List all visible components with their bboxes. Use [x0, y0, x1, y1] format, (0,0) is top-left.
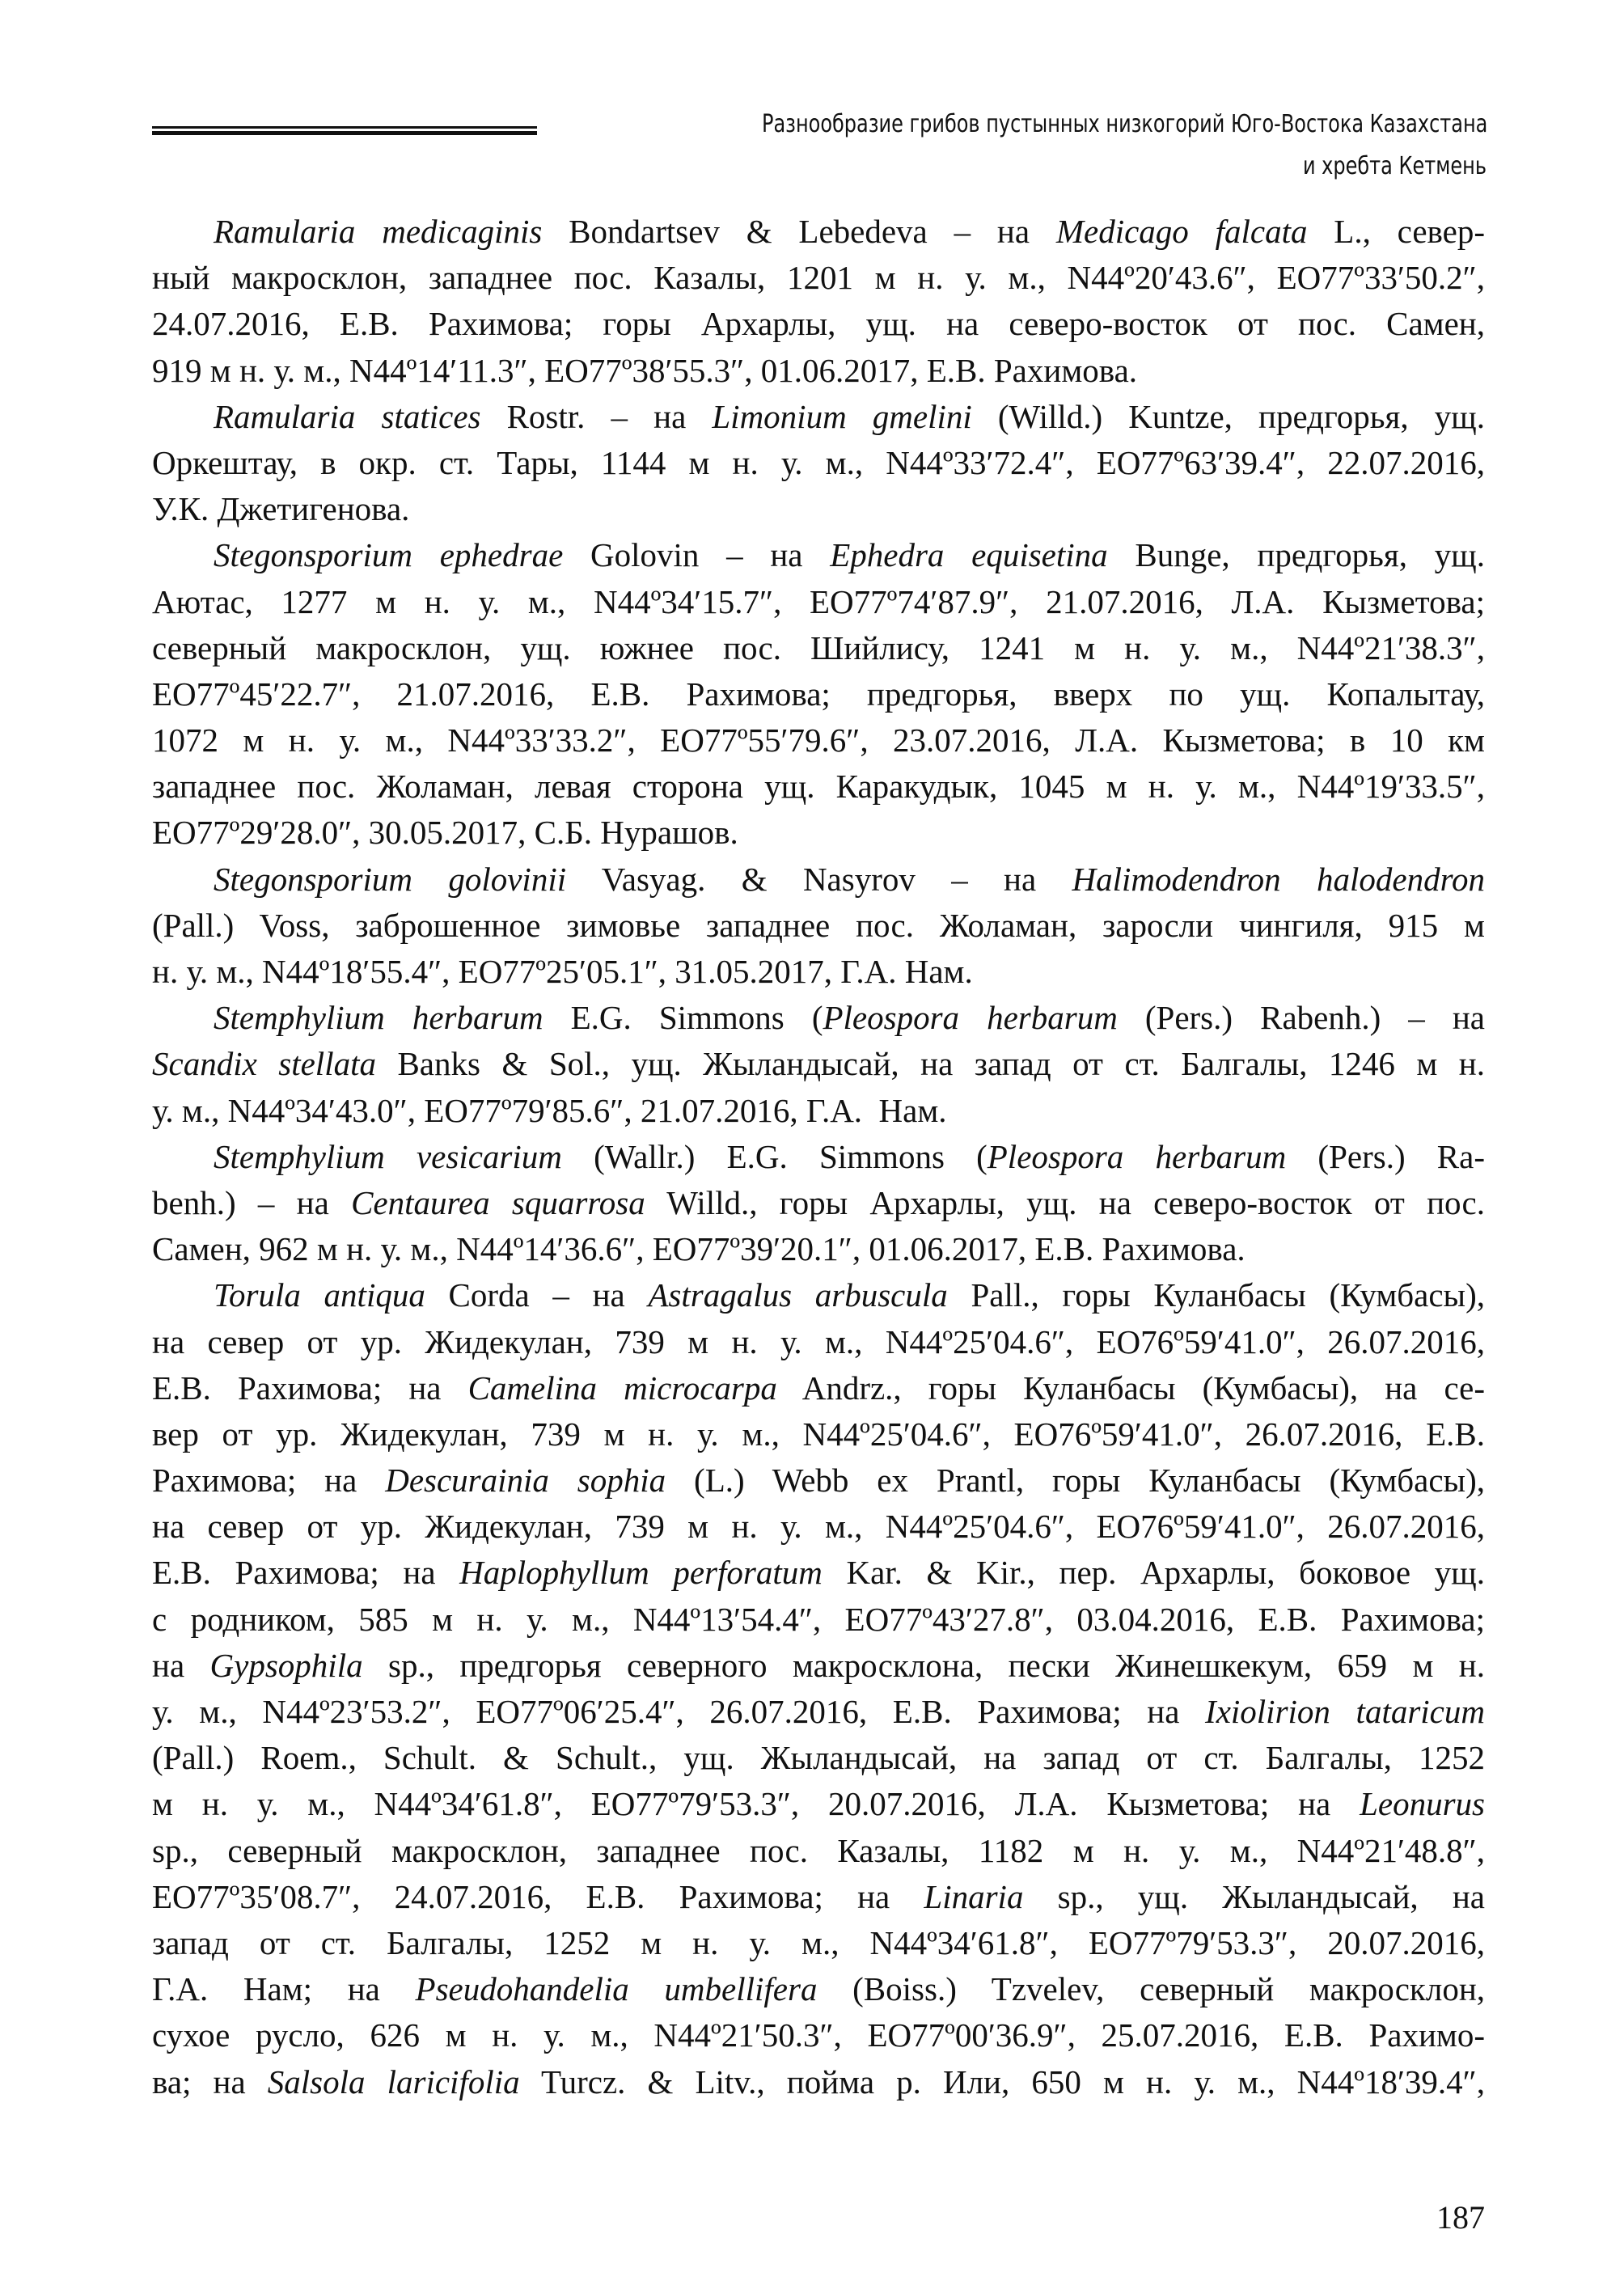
text-line — [152, 1550, 1485, 1596]
text-line — [152, 1088, 1485, 1134]
text-line — [152, 1272, 1485, 1318]
running-head — [762, 104, 1487, 188]
text-run: Andrz., горы Куланбасы (Кумбасы), на се- — [776, 1369, 1485, 1407]
text-run: Kar. & Kir., пер. Архарлы, боковое ущ. — [822, 1554, 1486, 1592]
text-run: Оркештау, в окр. ст. Тары, 1144 м н. у. м., N44º33′72.4″, EO77º63′39.4″, 22.07.2016, — [152, 443, 1485, 481]
text-line — [152, 717, 1485, 764]
text-line — [152, 486, 1485, 532]
text-run: Willd., горы Архарлы, ущ. на северо-восток от пос. — [645, 1183, 1485, 1221]
text-run: EO77º29′28.0″, 30.05.2017, С.Б. Нурашов. — [152, 814, 738, 852]
text-run: Bondartsev & Lebedeva – на — [542, 213, 1056, 250]
text-run: Corda – на — [425, 1276, 649, 1314]
italic-taxon: Centaurea squarrosa — [351, 1183, 645, 1221]
text-run: Banks & Sol., ущ. Жыландысай, на запад от ст. Балгалы, 1246 м н. — [375, 1045, 1485, 1083]
text-line — [152, 949, 1485, 995]
text-run: (Pall.) Voss, заброшенное зимовье западнее пос. Жоламан, заросли чингиля, 915 м — [152, 906, 1485, 944]
text-run: на север от ур. Жидекулан, 739 м н. у. м., N44º25′04.6″, EO76º59′41.0″, 26.07.2016, — [152, 1322, 1485, 1360]
italic-taxon: Scandix stellata — [152, 1045, 376, 1083]
text-line — [152, 1180, 1485, 1226]
text-run: (Pall.) Roem., Schult. & Schult., ущ. Жыландысай, на запад от ст. Балгалы, 1252 — [152, 1739, 1485, 1777]
text-line — [152, 1781, 1485, 1827]
text-run: sp., ущ. Жыландысай, на — [1023, 1877, 1485, 1915]
paragraph — [152, 394, 1485, 533]
text-run: (Pers.) Rabenh.) – на — [1117, 999, 1485, 1037]
text-line — [152, 532, 1485, 578]
text-run: Е.В. Рахимова; на — [152, 1369, 468, 1407]
text-run: (Pers.) Ra- — [1286, 1137, 1485, 1175]
text-run: западнее пос. Жоламан, левая сторона ущ. Каракудык, 1045 м н. у. м., N44º19′33.5″, — [152, 768, 1485, 806]
text-line — [152, 1226, 1485, 1272]
paragraph — [152, 532, 1485, 856]
text-run: вер от ур. Жидекулан, 739 м н. у. м., N44º25′04.6″, EO76º59′41.0″, 26.07.2016, Е.В. — [152, 1415, 1485, 1453]
text-run: EO77º45′22.7″, 21.07.2016, Е.В. Рахимова; предгорья, вверх по ущ. Копалытау, — [152, 675, 1485, 713]
text-line — [152, 2012, 1485, 2058]
text-run: ва; на — [152, 2062, 268, 2101]
text-run: 919 м н. у. м., N44º14′11.3″, EO77º38′55.3″, 01.06.2017, Е.В. Рахимова. — [152, 351, 1138, 389]
text-line — [152, 1457, 1485, 1504]
italic-taxon: Astragalus arbuscula — [648, 1276, 948, 1314]
text-line — [152, 1319, 1485, 1365]
text-line — [152, 1966, 1485, 2012]
italic-taxon: Ephedra equisetina — [830, 536, 1108, 574]
text-run: Rostr. – на — [480, 397, 713, 435]
text-run: на — [152, 1646, 210, 1684]
text-run: sp., северный макросклон, западнее пос. Казалы, 1182 м н. у. м., N44º21′48.8″, — [152, 1831, 1485, 1869]
text-run: Рахимова; на — [152, 1462, 386, 1500]
text-line — [152, 209, 1485, 255]
italic-taxon: Ixiolirion tataricum — [1205, 1693, 1485, 1730]
text-run: у. м., N44º23′53.2″, EO77º06′25.4″, 26.07.2016, Е.В. Рахимова; на — [152, 1693, 1206, 1730]
italic-taxon: Medicago falcata — [1055, 213, 1308, 250]
running-head-line-2: и хребта Кетмень — [1302, 152, 1487, 180]
paragraph — [152, 995, 1485, 1134]
text-line — [152, 1365, 1485, 1411]
italic-taxon: Stegonsporium golovinii — [214, 860, 567, 898]
text-run: Е.В. Рахимова; на — [152, 1554, 460, 1592]
header-rule-thin — [152, 126, 537, 129]
text-line — [152, 1411, 1485, 1457]
paragraph — [152, 209, 1485, 394]
text-run: сухое русло, 626 м н. у. м., N44º21′50.3″, EO77º00′36.9″, 25.07.2016, Е.В. Рахимо- — [152, 2016, 1485, 2054]
text-line — [152, 810, 1485, 856]
text-run: Golovin – на — [563, 536, 831, 574]
italic-taxon: Gypsophila — [209, 1646, 363, 1684]
paragraph — [152, 857, 1485, 996]
text-line — [152, 348, 1485, 394]
text-line — [152, 1828, 1485, 1874]
text-run: benh.) – на — [152, 1183, 352, 1221]
italic-taxon: Linaria — [924, 1877, 1024, 1915]
text-line — [152, 1735, 1485, 1781]
text-line — [152, 671, 1485, 717]
text-line — [152, 1689, 1485, 1735]
text-line — [152, 857, 1485, 903]
italic-taxon: Leonurus — [1360, 1785, 1485, 1823]
text-run: (Wallr.) E.G. Simmons ( — [561, 1137, 988, 1175]
text-run: с родником, 585 м н. у. м., N44º13′54.4″, EO77º43′27.8″, 03.04.2016, Е.В. Рахимова; — [152, 1600, 1486, 1638]
text-run: у. м., N44º34′43.0″, EO77º79′85.6″, 21.07.2016, Г.А. Нам. — [152, 1091, 947, 1129]
text-run: Pall., горы Куланбасы (Кумбасы), — [947, 1276, 1485, 1314]
italic-taxon: Pseudohandelia umbellifera — [415, 1970, 818, 2008]
italic-taxon: Pleospora herbarum — [823, 999, 1118, 1037]
text-run: Bunge, предгорья, ущ. — [1107, 536, 1485, 574]
text-run: Аютас, 1277 м н. у. м., N44º34′15.7″, EO77º74′87.9″, 21.07.2016, Л.А. Кызметова; — [152, 582, 1485, 620]
text-run: L., север- — [1307, 213, 1486, 250]
italic-taxon: Descurainia sophia — [385, 1462, 666, 1500]
paragraph — [152, 1272, 1485, 2105]
italic-taxon: Ramularia statices — [214, 397, 481, 435]
text-line — [152, 903, 1485, 949]
text-run: ный макросклон, западнее пос. Казалы, 1201 м н. у. м., N44º20′43.6″, EO77º33′50.2″, — [152, 259, 1485, 297]
text-line — [152, 1597, 1485, 1643]
italic-taxon: Haplophyllum perforatum — [459, 1554, 823, 1592]
italic-taxon: Stemphylium vesicarium — [214, 1137, 562, 1175]
text-line — [152, 579, 1485, 625]
text-line — [152, 1504, 1485, 1550]
header-rule-thick — [152, 131, 537, 135]
text-run: Turcz. & Litv., пойма р. Или, 650 м н. у. м., N44º18′39.4″, — [519, 2062, 1485, 2101]
text-line — [152, 625, 1485, 671]
text-line — [152, 2059, 1485, 2105]
text-run: (L.) Webb ex Prantl, горы Куланбасы (Кумбасы), — [666, 1462, 1485, 1500]
paragraph — [152, 1134, 1485, 1273]
text-run: н. у. м., N44º18′55.4″, EO77º25′05.1″, 31.05.2017, Г.А. Нам. — [152, 953, 973, 990]
text-line — [152, 301, 1485, 347]
text-line — [152, 255, 1485, 301]
text-line — [152, 394, 1485, 440]
text-line — [152, 1920, 1485, 1966]
italic-taxon: Ramularia medicaginis — [214, 213, 543, 250]
page-number: 187 — [1436, 2199, 1485, 2236]
italic-taxon: Stegonsporium ephedrae — [214, 536, 564, 574]
text-line — [152, 440, 1485, 486]
italic-taxon: Pleospora herbarum — [987, 1137, 1287, 1175]
text-line — [152, 1874, 1485, 1920]
text-run: м н. у. м., N44º34′61.8″, EO77º79′53.3″, 20.07.2016, Л.А. Кызметова; на — [152, 1785, 1360, 1823]
text-run: Г.А. Нам; на — [152, 1970, 416, 2008]
italic-taxon: Limonium gmelini — [712, 397, 972, 435]
text-run: У.К. Джетигенова. — [152, 490, 410, 528]
text-run: запад от ст. Балгалы, 1252 м н. у. м., N44º34′61.8″, EO77º79′53.3″, 20.07.2016, — [152, 1923, 1485, 1961]
text-run: 24.07.2016, Е.В. Рахимова; горы Архарлы, ущ. на северо-восток от пос. Самен, — [152, 305, 1485, 343]
italic-taxon: Camelina microcarpa — [467, 1369, 777, 1407]
text-line — [152, 1643, 1485, 1689]
text-run: Vasyag. & Nasyrov – на — [566, 860, 1072, 898]
text-line — [152, 764, 1485, 810]
text-run: E.G. Simmons ( — [543, 999, 823, 1037]
italic-taxon: Halimodendron halodendron — [1072, 860, 1486, 898]
text-run: северный макросклон, ущ. южнее пос. Шийлису, 1241 м н. у. м., N44º21′38.3″, — [152, 628, 1485, 666]
text-run: Самен, 962 м н. у. м., N44º14′36.6″, EO77º39′20.1″, 01.06.2017, Е.В. Рахимова. — [152, 1230, 1245, 1268]
italic-taxon: Salsola laricifolia — [267, 2062, 520, 2101]
text-line — [152, 1041, 1485, 1087]
text-run: (Boiss.) Tzvelev, северный макросклон, — [817, 1970, 1486, 2008]
text-line — [152, 1134, 1485, 1180]
italic-taxon: Stemphylium herbarum — [214, 999, 543, 1037]
text-run: 1072 м н. у. м., N44º33′33.2″, EO77º55′79.6″, 23.07.2016, Л.А. Кызметова; в 10 км — [152, 721, 1485, 759]
running-head-line-1: Разнообразие грибов пустынных низкогорий Юго-Востока Казахстана — [762, 110, 1488, 138]
text-run: на север от ур. Жидекулан, 739 м н. у. м., N44º25′04.6″, EO76º59′41.0″, 26.07.2016, — [152, 1508, 1485, 1546]
text-run: sp., предгорья северного макросклона, пески Жинешкекум, 659 м н. — [362, 1646, 1485, 1684]
body-text — [152, 209, 1485, 2105]
text-run: (Willd.) Kuntze, предгорья, ущ. — [971, 397, 1485, 435]
italic-taxon: Torula antiqua — [214, 1276, 425, 1314]
text-run: EO77º35′08.7″, 24.07.2016, Е.В. Рахимова; на — [152, 1877, 924, 1915]
text-line — [152, 995, 1485, 1041]
